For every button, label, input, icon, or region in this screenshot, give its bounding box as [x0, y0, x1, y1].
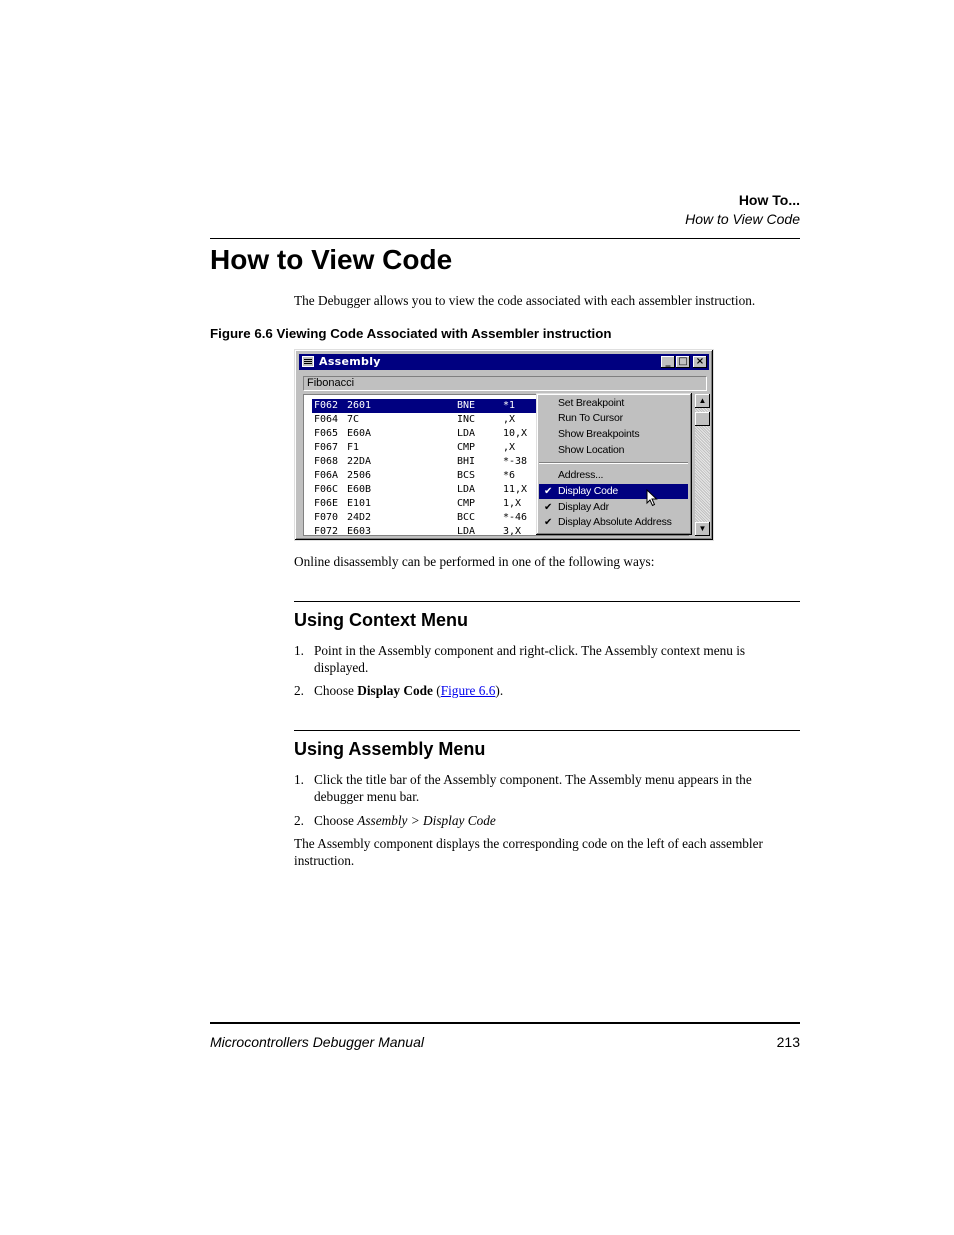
assembly-row[interactable]: [312, 455, 542, 469]
assembly-addr: F072: [314, 526, 339, 536]
footer-manual-title: Microcontrollers Debugger Manual: [210, 1034, 424, 1050]
assembly-addr: F06C: [314, 484, 339, 495]
assembly-context-menu: [536, 393, 692, 535]
module-info-bar: Fibonacci: [303, 376, 707, 391]
menu-item-label: Address...: [558, 469, 604, 481]
assembly-addr: F06E: [314, 498, 339, 509]
assembly-row[interactable]: [312, 483, 542, 497]
menu-item-set-breakpoint[interactable]: Set Breakpoint: [558, 397, 625, 409]
window-menu-icon[interactable]: [302, 356, 314, 367]
step-text-mid: (: [432, 683, 441, 698]
assembly-code: 7C: [347, 414, 360, 425]
assembly-operand: *6: [503, 470, 516, 481]
assembly-row[interactable]: [312, 399, 544, 413]
closing-paragraph: The Assembly component displays the corresponding code on the left of each assembler instruction.: [294, 836, 763, 868]
step-text: Point in the Assembly component and right-click. The Assembly context menu is displayed.: [314, 643, 746, 675]
step-text-pre: Choose: [314, 813, 358, 828]
step-text-italic: Assembly > Display Code: [357, 813, 496, 828]
assembly-addr: F064: [314, 414, 339, 425]
checkmark-icon: ✔: [544, 502, 553, 513]
menu-item-label: Display Code: [558, 485, 619, 497]
menu-item-display-absolute-address[interactable]: [539, 515, 688, 530]
maximize-button[interactable]: □: [676, 356, 690, 368]
step-text: [314, 812, 794, 829]
assembly-row[interactable]: [312, 511, 542, 525]
assembly-addr: F06A: [314, 470, 339, 481]
assembly-mnemonic: BCS: [457, 470, 476, 481]
step-number: 1.: [294, 643, 304, 658]
assembly-addr: F068: [314, 456, 339, 467]
assembly-mnemonic: BHI: [457, 456, 476, 467]
minimize-button[interactable]: _: [661, 356, 675, 368]
section-heading-assembly-menu: Using Assembly Menu: [294, 739, 486, 759]
assembly-mnemonic: LDA: [457, 484, 476, 495]
assembly-row[interactable]: [312, 469, 542, 483]
header-rule: [210, 238, 800, 239]
section-rule: [294, 601, 800, 602]
assembly-row[interactable]: [312, 497, 542, 511]
scroll-down-icon[interactable]: ▼: [695, 522, 710, 536]
section-heading-context-menu: Using Context Menu: [294, 610, 468, 630]
step-number: 2.: [294, 683, 304, 698]
step-text-bold: Display Code: [357, 683, 433, 698]
assembly-code: E603: [347, 526, 372, 536]
assembly-mnemonic: BNE: [457, 400, 476, 411]
assembly-row[interactable]: [312, 413, 542, 427]
mouse-pointer-icon: [646, 489, 658, 507]
assembly-row[interactable]: [312, 427, 542, 441]
menu-item-run-to-cursor[interactable]: Run To Cursor: [558, 412, 623, 424]
close-button[interactable]: ×: [693, 356, 707, 368]
assembly-operand: ,X: [503, 414, 516, 425]
assembly-code: 2506: [347, 470, 372, 481]
assembly-code: E101: [347, 498, 372, 509]
menu-item-display-adr[interactable]: [539, 500, 688, 515]
page-title: How to View Code: [210, 244, 453, 275]
assembly-mnemonic: INC: [457, 414, 476, 425]
step-text: [314, 682, 794, 699]
intro-paragraph: The Debugger allows you to view the code associated with each assembler instruction.: [294, 293, 756, 308]
assembly-mnemonic: BCC: [457, 512, 476, 523]
assembly-code: E60A: [347, 428, 372, 439]
checkmark-icon: ✔: [544, 517, 553, 528]
assembly-operand: 3,X: [503, 526, 522, 536]
checkmark-icon: ✔: [544, 486, 553, 497]
assembly-code: E60B: [347, 484, 372, 495]
assembly-mnemonic: CMP: [457, 498, 476, 509]
assembly-operand: 11,X: [503, 484, 528, 495]
assembly-operand: *-46: [503, 512, 528, 523]
assembly-addr: F067: [314, 442, 339, 453]
step-text-pre: Choose: [314, 683, 358, 698]
assembly-mnemonic: LDA: [457, 428, 476, 439]
assembly-code: 24D2: [347, 512, 372, 523]
after-figure-paragraph: Online disassembly can be performed in one of the following ways:: [294, 554, 655, 569]
menu-item-show-location[interactable]: Show Location: [558, 444, 625, 456]
step-number: 1.: [294, 772, 304, 787]
figure-caption: Figure 6.6 Viewing Code Associated with Assembler instruction: [210, 326, 612, 341]
scroll-thumb[interactable]: [695, 412, 710, 426]
assembly-code: 2601: [347, 400, 372, 411]
assembly-addr: F070: [314, 512, 339, 523]
footer-rule: [210, 1022, 800, 1024]
menu-item-address[interactable]: [539, 468, 688, 483]
assembly-mnemonic: CMP: [457, 442, 476, 453]
menu-separator: [539, 462, 688, 464]
assembly-code: F1: [347, 442, 360, 453]
assembly-row[interactable]: [312, 525, 542, 536]
assembly-operand: 1,X: [503, 498, 522, 509]
assembly-operand: *-38: [503, 456, 528, 467]
vertical-scrollbar[interactable]: [695, 394, 710, 536]
assembly-operand: *1: [503, 400, 516, 411]
running-header-section: How To...: [738, 192, 800, 208]
menu-item-display-code[interactable]: [539, 484, 688, 499]
menu-item-label: Display Absolute Address: [558, 516, 672, 528]
assembly-mnemonic: LDA: [457, 526, 476, 536]
figure-link[interactable]: Figure 6.6: [440, 683, 496, 698]
window-title: Assembly: [319, 355, 381, 368]
assembly-addr: F062: [314, 400, 339, 411]
step-text-post: ).: [495, 683, 504, 698]
assembly-addr: F065: [314, 428, 339, 439]
section-rule: [294, 730, 800, 731]
page-number: 213: [776, 1034, 800, 1050]
assembly-code: 22DA: [347, 456, 372, 467]
menu-item-label: Display Adr: [558, 501, 609, 513]
step-text: Click the title bar of the Assembly component. The Assembly menu appears in the debugger menu bar.: [314, 772, 752, 804]
assembly-title-bar[interactable]: [299, 354, 709, 370]
assembly-operand: 10,X: [503, 428, 528, 439]
assembly-operand: ,X: [503, 442, 516, 453]
menu-item-show-breakpoints[interactable]: Show Breakpoints: [558, 428, 640, 440]
assembly-row[interactable]: [312, 441, 542, 455]
running-header-subsection: How to View Code: [685, 211, 800, 227]
step-number: 2.: [294, 813, 304, 828]
scroll-up-icon[interactable]: ▲: [695, 394, 710, 408]
